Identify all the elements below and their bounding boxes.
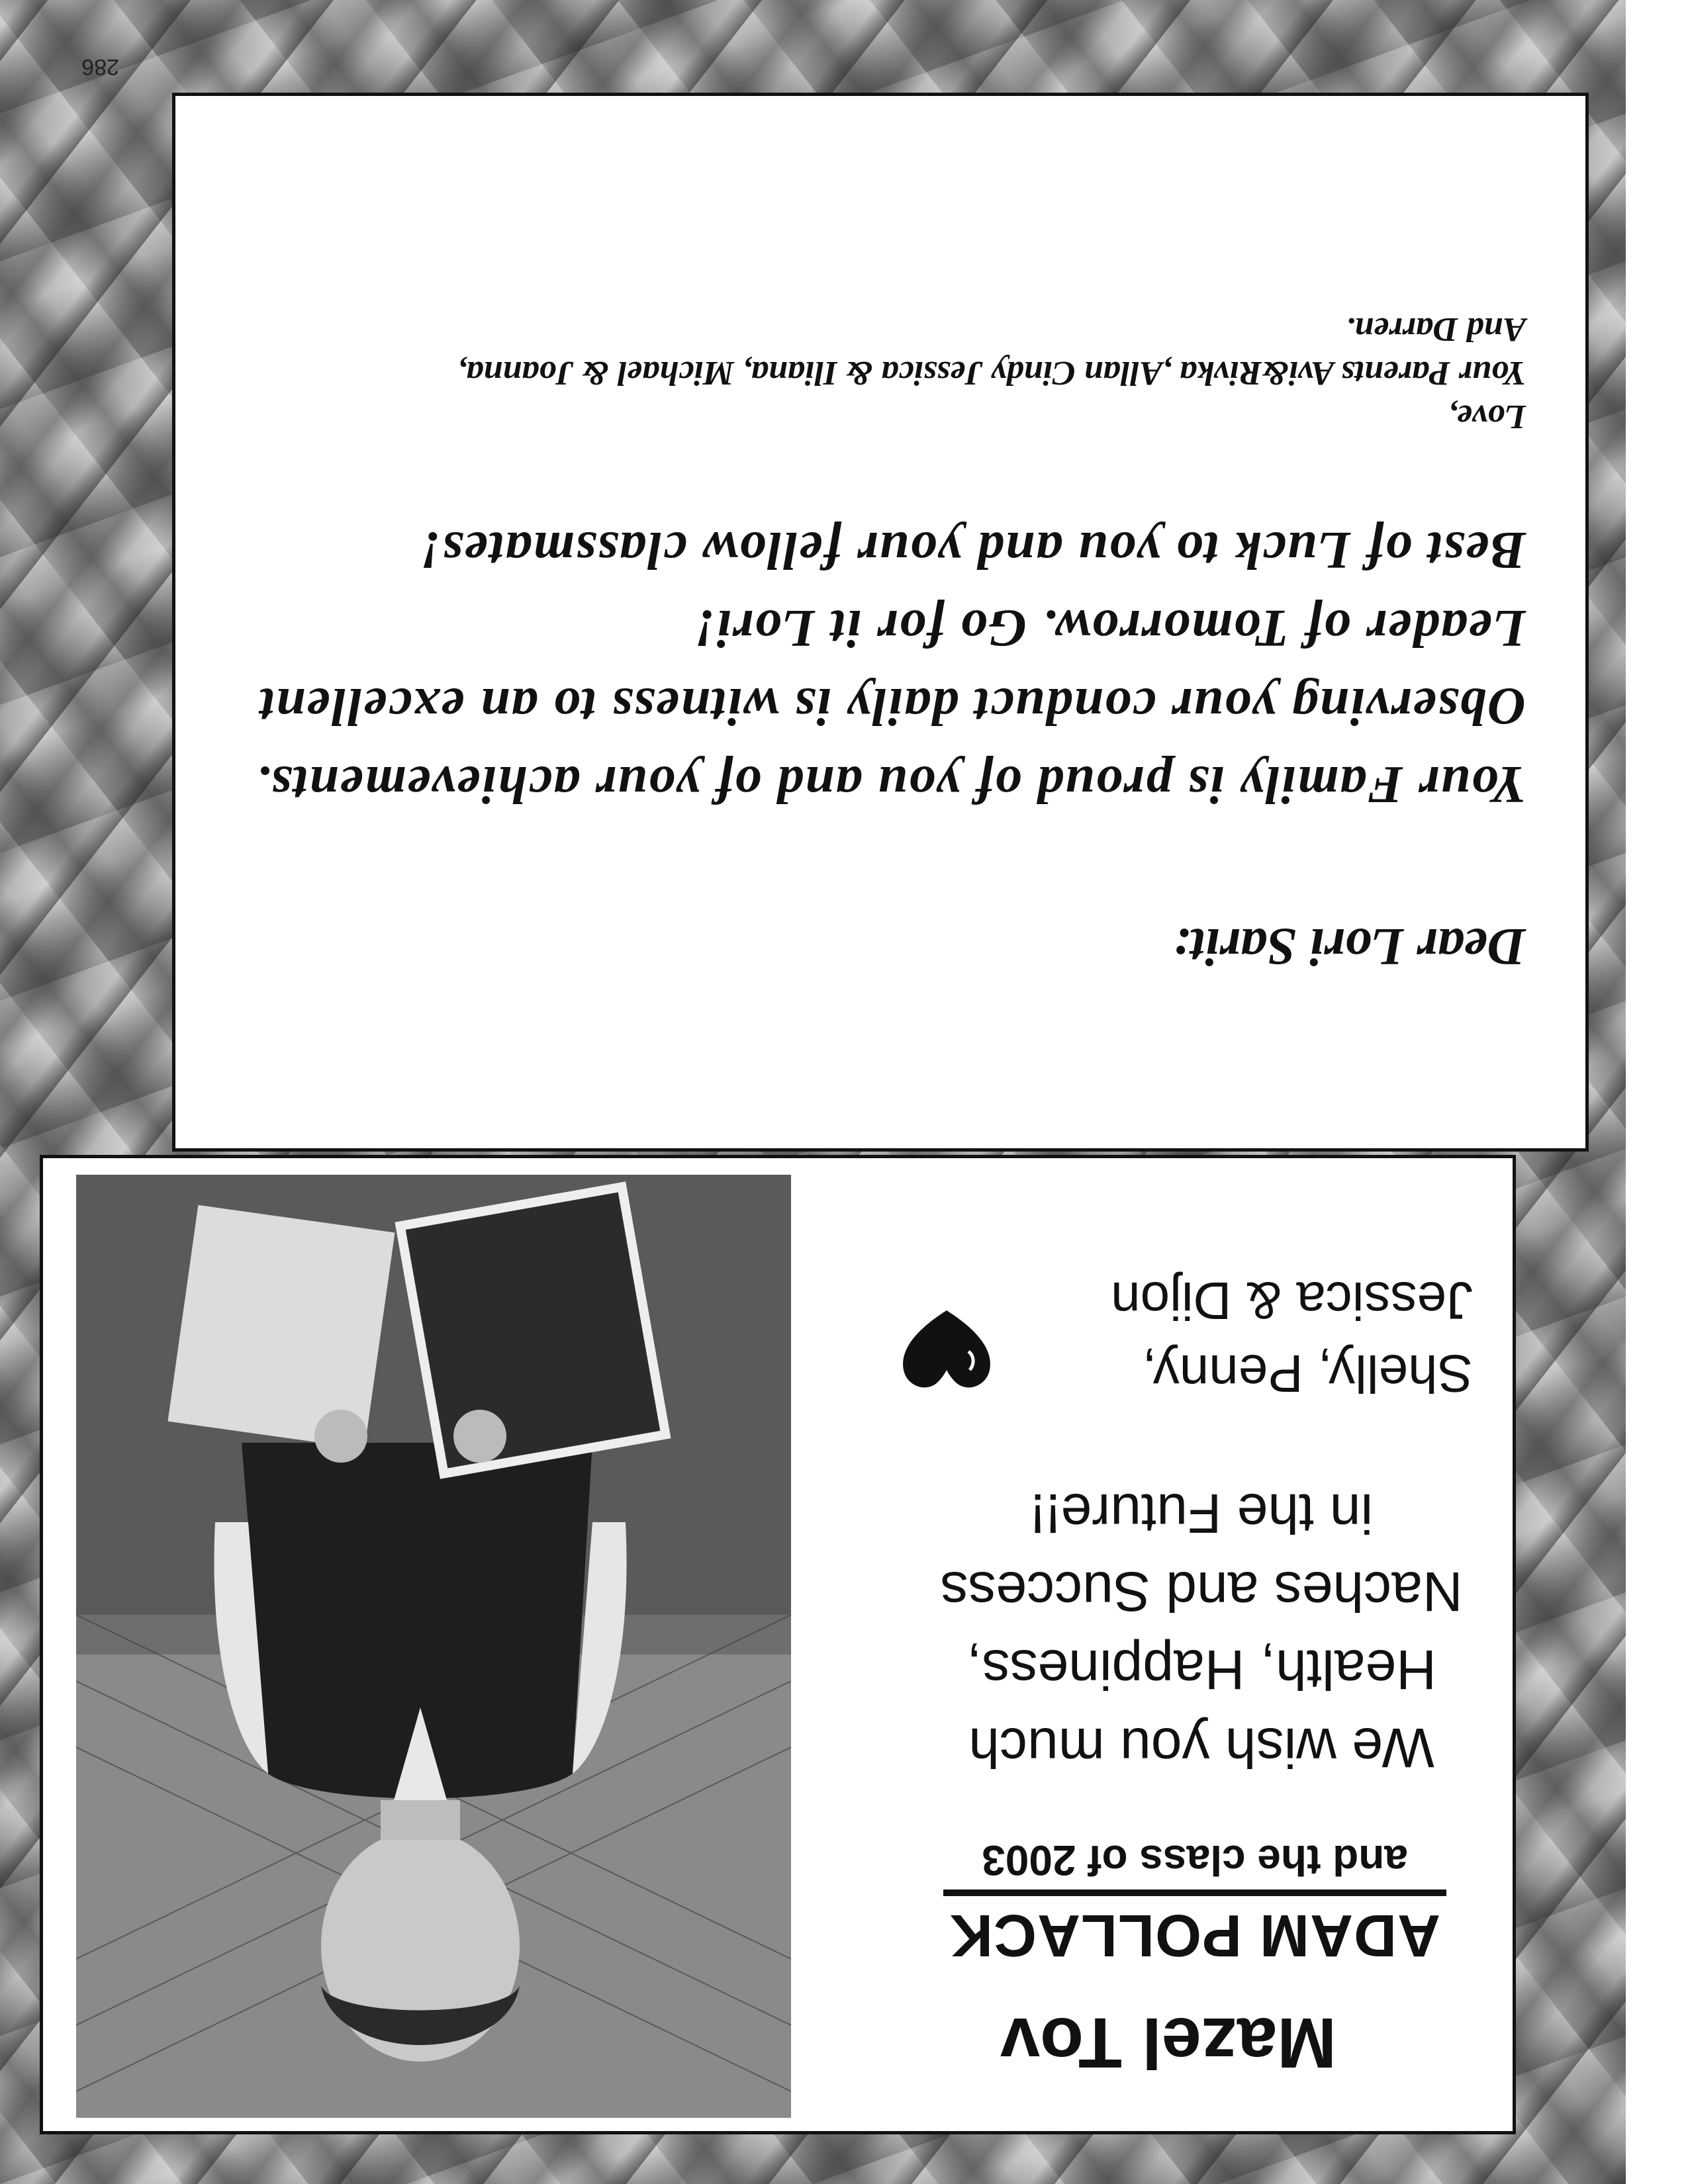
message-line: Best of Luck to you and your fellow classmates! [419,521,1526,579]
ad-box-inner [43,1158,1513,2131]
ad-text [837,1158,1499,2131]
signer-line: Jessica & Dijon [1111,1271,1473,1330]
message-line: Observing your conduct daily is witness to an excellent [258,677,1526,735]
closing-line: And Darren. [1346,310,1526,348]
page-number: 286 [81,54,119,79]
ad-signers [1009,1264,1473,1410]
closing-line: Your Parents Avi&Rivka ,Allan Cindy Jessica & Iliana, Michael & Joanna, [457,354,1526,392]
wish-line: We wish you much [968,1717,1434,1779]
wish-line: Naches and Success [940,1561,1463,1623]
name-underline [943,1889,1446,1896]
ad-wishes [917,1475,1486,1787]
boy-portrait-photo [76,1175,791,2118]
message-line: Leader of Tomorrow. Go for it Lori! [693,599,1526,657]
signer-line: Shelly, Penny, [1142,1344,1473,1403]
honoree-name: ADAM POLLACK [949,1902,1440,1968]
salutation: Dear Lori Sarit: [1172,917,1526,976]
ad-headline: Mazel Tov [1000,2003,1337,2083]
photo-drawing [76,1175,791,2118]
message-line: Your Family is proud of you and of your achievements. [255,755,1526,813]
wish-line: Health, Happiness, [966,1639,1436,1701]
closing-line: Love, [1448,398,1526,435]
ad-box [40,1155,1516,2134]
class-line: and the class of 2003 [982,1837,1408,1884]
wish-line: in the Future!! [1029,1482,1374,1545]
heart-icon [897,1304,996,1396]
